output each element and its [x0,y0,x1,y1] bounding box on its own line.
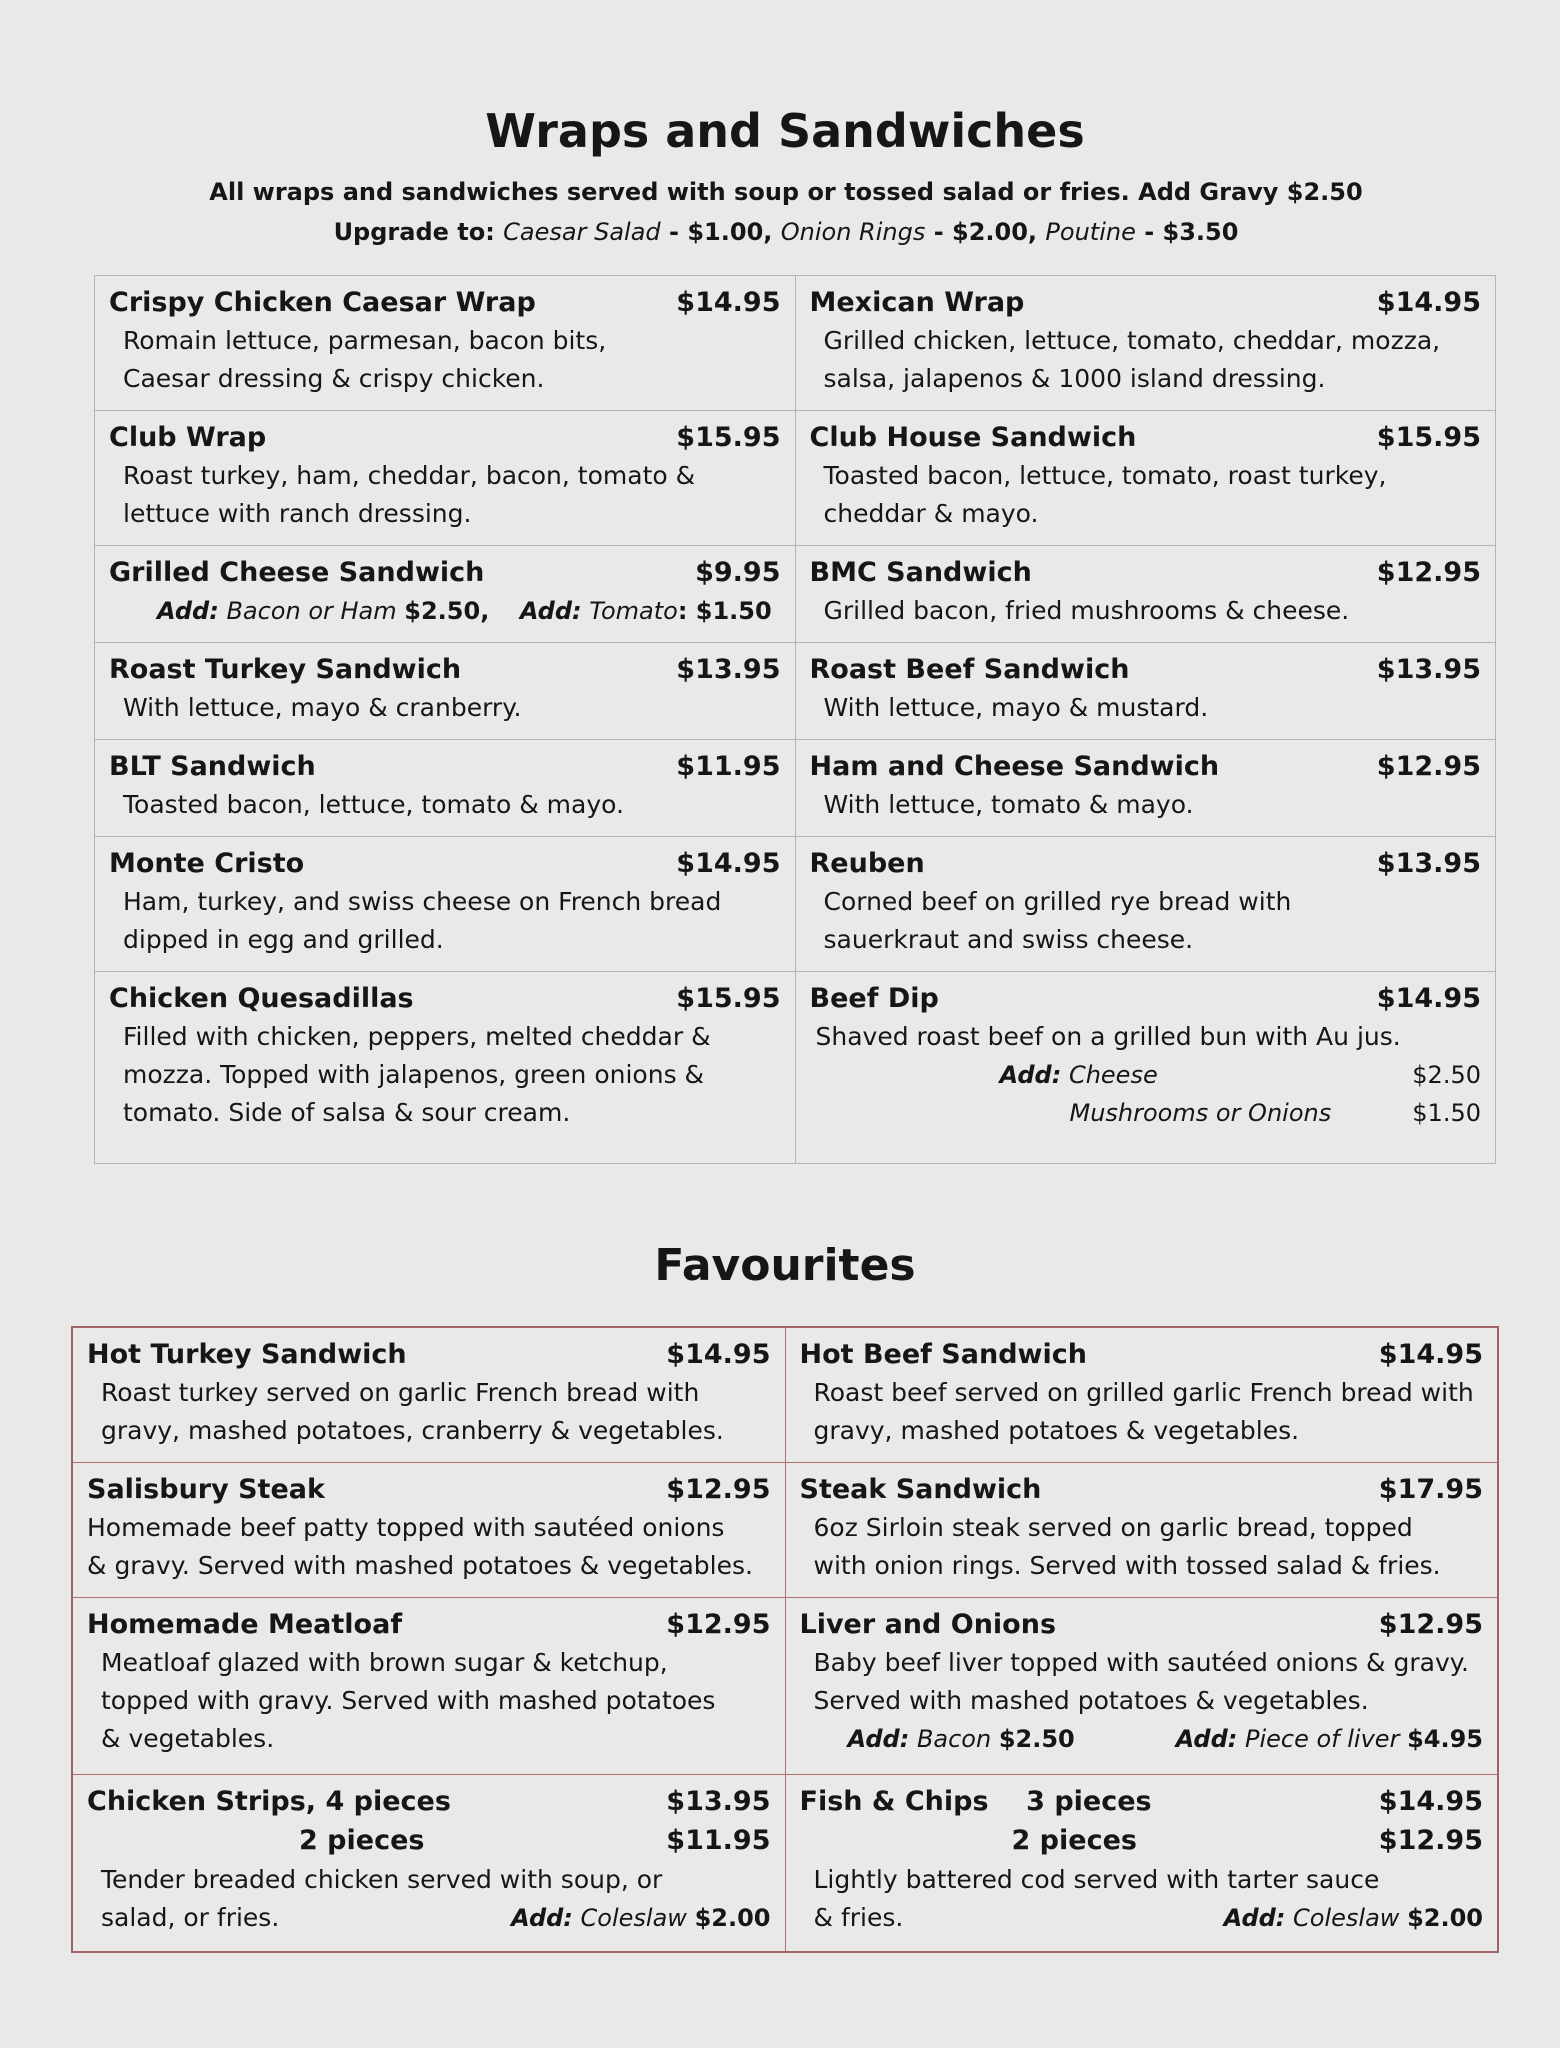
item-price: $13.95 [666,1786,771,1817]
menu-item [95,972,796,1164]
item-price: $15.95 [676,983,781,1014]
addon-price: $2.50, [404,597,490,625]
addon-item: Piece of liver [1245,1725,1400,1753]
menu-item [795,546,1496,643]
addon-item: Mushrooms or Onions [1069,1099,1332,1127]
item-name: Crispy Chicken Caesar Wrap [109,287,536,318]
item-price: $14.95 [676,848,781,879]
item-name: Ham and Cheese Sandwich [809,751,1220,782]
menu-item [795,837,1496,972]
item-description: Ham, turkey, and swiss cheese on French bread [123,887,722,916]
item-sub-name: 2 pieces [1011,1825,1137,1856]
item-name: BMC Sandwich [809,557,1032,588]
item-description: sauerkraut and swiss cheese. [823,925,1194,954]
item-price: $12.95 [666,1474,771,1505]
item-name: Monte Cristo [109,848,305,879]
item-name: Fish & Chips [799,1786,989,1817]
menu-item [95,643,796,740]
menu-item [72,1463,785,1598]
item-description: Toasted bacon, lettuce, tomato & mayo. [123,790,624,819]
favourites-menu-table [71,1326,1499,1953]
addon-item: Bacon [916,1725,992,1753]
item-addon-row [810,1056,1482,1094]
addon-label: Add: [157,597,219,625]
item-sub-name: 3 pieces [1026,1786,1152,1817]
item-name: Hot Turkey Sandwich [87,1339,407,1370]
table-row [95,740,1496,837]
item-name: Liver and Onions [799,1609,1057,1640]
item-name: Grilled Cheese Sandwich [109,557,485,588]
menu-item [95,276,796,411]
item-description: gravy, mashed potatoes, cranberry & vegetables. [101,1416,724,1445]
item-price: $15.95 [676,422,781,453]
menu-item [72,1327,785,1463]
item-name: Salisbury Steak [87,1474,325,1505]
upgrade-caesar: Caesar Salad [503,218,661,246]
item-name: Reuben [809,848,925,879]
table-row [95,643,1496,740]
item-price: $12.95 [1376,751,1481,782]
item-price: $17.95 [1378,1474,1483,1505]
addon-price: $2.50 [998,1725,1075,1753]
item-name: Club Wrap [109,422,267,453]
item-price: $13.95 [1376,654,1481,685]
favourites-section-title: Favourites [654,1240,916,1291]
addon-price: $2.50 [1412,1061,1481,1089]
item-description: Roast turkey, ham, cheddar, bacon, tomato & [123,461,696,490]
item-sub-name: 2 pieces [299,1825,425,1856]
menu-item [95,411,796,546]
addon-item: Cheese [1068,1061,1158,1089]
addon-label: Add: [847,1725,910,1753]
item-name: Roast Turkey Sandwich [109,654,462,685]
item-description: 6oz Sirloin steak served on garlic bread, topped [813,1513,1413,1542]
upgrade-poutine: Poutine [1045,218,1136,246]
item-addon-row [800,1899,1484,1937]
menu-item [785,1775,1498,1953]
item-price: $9.95 [695,557,781,588]
item-description: Served with mashed potatoes & vegetables. [813,1686,1369,1715]
addon-price: : $1.50 [677,597,772,625]
item-description: & fries. [813,1903,904,1932]
table-row [72,1327,1498,1463]
item-description: tomato. Side of salsa & sour cream. [123,1098,571,1127]
item-price: $14.95 [1378,1786,1483,1817]
table-row [95,546,1496,643]
wraps-menu-table [94,275,1496,1164]
item-description: Romain lettuce, parmesan, bacon bits, [123,326,607,355]
item-description: Meatloaf glazed with brown sugar & ketchup, [101,1648,668,1677]
item-price: $14.95 [1376,983,1481,1014]
menu-item [785,1598,1498,1775]
item-description: Lightly battered cod served with tarter sauce [813,1865,1380,1894]
addon-item: Coleslaw [1293,1904,1400,1932]
item-price: $12.95 [1376,557,1481,588]
menu-item [795,411,1496,546]
item-price: $11.95 [676,751,781,782]
item-description: topped with gravy. Served with mashed potatoes [101,1686,716,1715]
item-description: lettuce with ranch dressing. [123,499,472,528]
addon-label: Add: [999,1061,1062,1089]
item-description: gravy, mashed potatoes & vegetables. [813,1416,1300,1445]
item-description: Caesar dressing & crispy chicken. [123,364,545,393]
item-description: With lettuce, mayo & mustard. [823,693,1209,722]
item-sub-price: $11.95 [666,1825,771,1856]
addon-item: Bacon or Ham [226,597,397,625]
item-name: Chicken Quesadillas [109,983,414,1014]
menu-item [795,740,1496,837]
item-addon-row [810,1094,1482,1132]
table-row [95,276,1496,411]
item-name: Mexican Wrap [809,287,1025,318]
item-price: $14.95 [666,1339,771,1370]
item-price: $13.95 [1376,848,1481,879]
item-name: Hot Beef Sandwich [799,1339,1087,1370]
item-addons [109,592,781,630]
upgrade-poutine-price: - $3.50 [1144,218,1239,246]
item-name: Beef Dip [809,983,939,1014]
item-description: & vegetables. [101,1724,275,1753]
item-description: Homemade beef patty topped with sautéed onions [87,1513,725,1542]
addon-label: Add: [1223,1904,1286,1932]
upgrade-caesar-price: - $1.00, [669,218,773,246]
item-addon-row [800,1720,1484,1758]
item-sub-price: $12.95 [1378,1825,1483,1856]
addon-item: Tomato [589,597,678,625]
menu-item [785,1327,1498,1463]
item-name: Chicken Strips, 4 pieces [87,1786,451,1817]
item-description: Roast turkey served on garlic French bread with [101,1378,700,1407]
item-name: Roast Beef Sandwich [809,654,1130,685]
table-row [95,972,1496,1164]
item-description: Tender breaded chicken served with soup, or [101,1865,663,1894]
menu-item [795,276,1496,411]
item-description: Roast beef served on grilled garlic French bread with [813,1378,1474,1407]
item-description: Baby beef liver topped with sautéed onions & gravy. [813,1648,1469,1677]
item-price: $14.95 [1376,287,1481,318]
item-description: with onion rings. Served with tossed salad & fries. [813,1551,1441,1580]
menu-item [785,1463,1498,1598]
item-description: Corned beef on grilled rye bread with [823,887,1292,916]
menu-item [72,1598,785,1775]
addon-label: Add: [519,597,582,625]
item-price: $13.95 [676,654,781,685]
addon-label: Add: [1175,1725,1238,1753]
item-description: dipped in egg and grilled. [123,925,444,954]
table-row [72,1463,1498,1598]
table-row [72,1775,1498,1953]
item-price: $14.95 [676,287,781,318]
item-addon-row [87,1899,771,1937]
item-price: $12.95 [666,1609,771,1640]
item-description: With lettuce, mayo & cranberry. [123,693,522,722]
table-row [95,837,1496,972]
menu-item [72,1775,785,1953]
upgrade-onion-rings-price: - $2.00, [933,218,1038,246]
item-description: Filled with chicken, peppers, melted cheddar & [123,1022,711,1051]
item-price: $15.95 [1376,422,1481,453]
item-name: Club House Sandwich [809,422,1137,453]
wraps-served-with-note: All wraps and sandwiches served with soup or tossed salad or fries. Add Gravy $2.50 [209,178,1363,206]
item-description: & gravy. Served with mashed potatoes & vegetables. [87,1551,753,1580]
item-description: Grilled bacon, fried mushrooms & cheese. [823,596,1350,625]
item-description: Toasted bacon, lettuce, tomato, roast turkey, [823,461,1387,490]
addon-label: Add: [511,1904,573,1932]
item-description: salad, or fries. [101,1903,280,1932]
item-description: Shaved roast beef on a grilled bun with Au jus. [815,1022,1401,1051]
addon-price: $1.50 [1412,1099,1481,1127]
item-price: $14.95 [1378,1339,1483,1370]
menu-item [795,972,1496,1164]
item-name: Homemade Meatloaf [87,1609,403,1640]
addon-price: $2.00 [694,1904,771,1932]
menu-item [95,837,796,972]
item-price: $12.95 [1378,1609,1483,1640]
addon-item: Coleslaw [580,1904,687,1932]
item-description: With lettuce, tomato & mayo. [823,790,1194,819]
item-description: mozza. Topped with jalapenos, green onions & [123,1060,705,1089]
table-row [72,1598,1498,1775]
wraps-upgrade-note [0,218,1560,246]
menu-item [795,643,1496,740]
item-description: Grilled chicken, lettuce, tomato, cheddar, mozza, [823,326,1441,355]
item-description: salsa, jalapenos & 1000 island dressing. [823,364,1326,393]
item-name: Steak Sandwich [799,1474,1042,1505]
menu-item [95,546,796,643]
upgrade-onion-rings: Onion Rings [780,218,926,246]
addon-price: $2.00 [1407,1904,1483,1932]
item-name: BLT Sandwich [109,751,316,782]
upgrade-label: Upgrade to: [333,218,495,246]
menu-item [95,740,796,837]
addon-price: $4.95 [1407,1725,1483,1753]
table-row [95,411,1496,546]
item-description: cheddar & mayo. [823,499,1039,528]
wraps-section-title: Wraps and Sandwiches [485,104,1085,158]
